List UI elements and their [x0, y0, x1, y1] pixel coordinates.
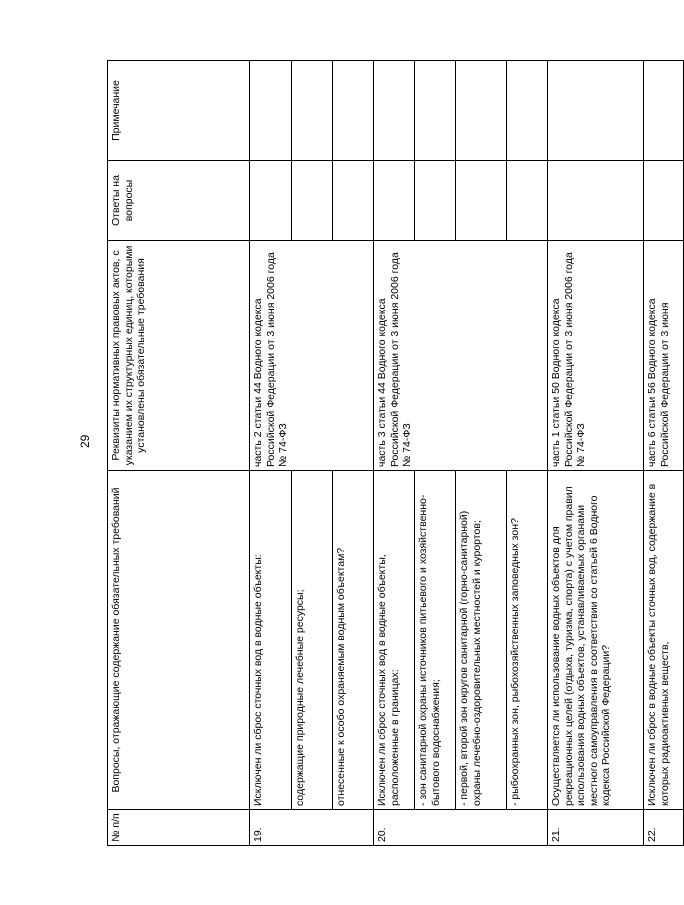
- answer-cell: [292, 161, 333, 241]
- row-number: 19.: [250, 810, 374, 846]
- table-row: [374, 61, 415, 846]
- rotated-table-container: [107, 61, 671, 846]
- note-cell: [250, 61, 292, 161]
- page-number: 29: [78, 434, 92, 448]
- note-cell: [415, 61, 456, 161]
- requisites-cell: часть 3 статьи 44 Водного кодекса Российской Федерации от 3 июня 2006 года № 74-ФЗ: [374, 241, 548, 471]
- table-header-row: [108, 61, 250, 846]
- answer-cell: [333, 161, 374, 241]
- row-number: 20.: [374, 810, 548, 846]
- note-cell: [548, 61, 644, 161]
- requirements-table: [107, 60, 684, 846]
- question-cell: Исключен ли сброс в водные объекты сточных вод, содержание в которых радиоактивных веществ,: [644, 471, 684, 810]
- answer-cell: [250, 161, 292, 241]
- question-cell: содержащие природные лечебные ресурсы;: [292, 471, 333, 810]
- header-num: № п/п: [108, 810, 250, 846]
- note-cell: [456, 61, 507, 161]
- table-row: [548, 61, 644, 846]
- note-cell: [644, 61, 684, 161]
- question-cell: Исключен ли сброс сточных вод в водные объекты:: [250, 471, 292, 810]
- answer-cell: [374, 161, 415, 241]
- header-note: Примечание: [108, 61, 250, 161]
- answer-cell: [548, 161, 644, 241]
- requisites-cell: часть 1 статьи 50 Водного кодекса Российской Федерации от 3 июня 2006 года № 74-ФЗ: [548, 241, 644, 471]
- question-cell: Осуществляется ли использование водных объектов для рекреационных целей (отдыха, туризма, спорта) с учетом правил использования водных объектов, устанавливаемых органами местного самоуправления в соответствии со статьей 6 Водного кодекса Российской Федерации?: [548, 471, 644, 810]
- question-cell: - первой, второй зон округов санитарной (горно-санитарной) охраны лечебно-оздоровительных местностей и курортов;: [456, 471, 507, 810]
- question-cell: отнесенные к особо охраняемым водным объектам?: [333, 471, 374, 810]
- header-question: Вопросы, отражающие содержание обязательных требований: [108, 471, 250, 810]
- note-cell: [374, 61, 415, 161]
- note-cell: [292, 61, 333, 161]
- table-row: [250, 61, 292, 846]
- table-row: [644, 61, 684, 846]
- answer-cell: [415, 161, 456, 241]
- answer-cell: [644, 161, 684, 241]
- row-number: 22.: [644, 810, 684, 846]
- answer-cell: [507, 161, 548, 241]
- answer-cell: [456, 161, 507, 241]
- note-cell: [507, 61, 548, 161]
- requisites-cell: часть 2 статьи 44 Водного кодекса Российской Федерации от 3 июня 2006 года № 74-ФЗ: [250, 241, 374, 471]
- header-answers: Ответы на вопросы: [108, 161, 250, 241]
- question-cell: Исключен ли сброс сточных вод в водные объекты, расположенные в границах:: [374, 471, 415, 810]
- question-cell: - рыбоохранных зон, рыбохозяйственных заповедных зон?: [507, 471, 548, 810]
- question-cell: - зон санитарной охраны источников питьевого и хозяйственно-бытового водоснабжения;: [415, 471, 456, 810]
- row-number: 21.: [548, 810, 644, 846]
- note-cell: [333, 61, 374, 161]
- requisites-cell: часть 6 статьи 56 Водного кодекса Российской Федерации от 3 июня: [644, 241, 684, 471]
- header-requisites: Реквизиты нормативных правовых актов, с указанием их структурных единиц, которыми установлены обязательные требования: [108, 241, 250, 471]
